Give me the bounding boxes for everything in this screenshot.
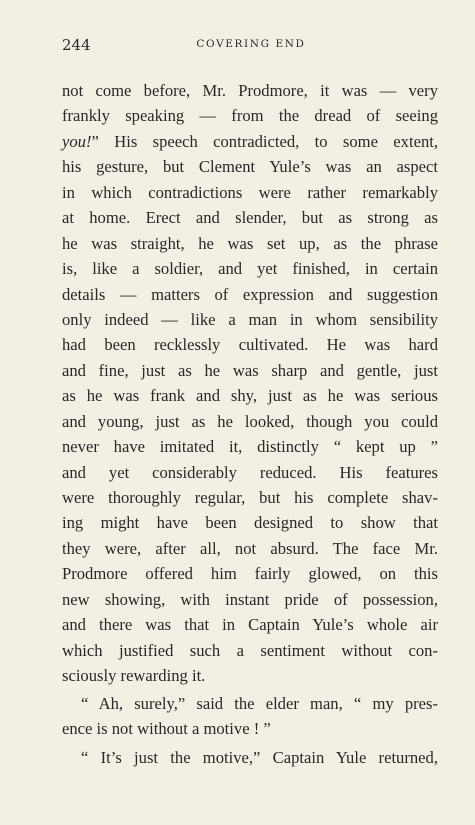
text-line: had been recklessly cultivated. He was hard [62,335,438,355]
text-line: ence is not without a motive ! ” [62,718,271,738]
text-line: as he was frank and shy, just as he was serious [62,386,438,406]
running-head [62,36,440,56]
text-line: and yet considerably reduced. His features [62,462,438,482]
text-line: at home. Erect and slender, but as strong as [62,208,438,228]
paragraph [62,691,438,742]
text-line: in which contradictions were rather remarkably [62,182,438,202]
text-line: and there was that in Captain Yule’s whole air [62,615,438,635]
text-line: details — matters of expression and suggestion [62,284,438,304]
body-text [62,78,438,771]
text-line: which justified such a sentiment without con- [62,640,438,660]
text-line: new showing, with instant pride of possession, [62,589,438,609]
page-number: 244 [62,36,91,54]
italic-word: you! [62,131,92,151]
text-line: is, like a soldier, and yet finished, in certain [62,259,438,279]
text-line: “ It’s just the motive,” Captain Yule returned, [81,748,438,768]
text-line: and young, just as he looked, though you could [62,411,438,431]
text-line: never have imitated it, distinctly “ kept up ” [62,437,438,457]
paragraph [62,745,438,770]
text-line: he was straight, he was set up, as the phrase [62,233,438,253]
paragraph [62,78,438,689]
text-line: “ Ah, surely,” said the elder man, “ my pres- [81,693,438,713]
text-line: not come before, Mr. Prodmore, it was — very [62,81,438,100]
text-line: sciously rewarding it. [62,666,206,686]
text-line: were thoroughly regular, but his complete shav- [62,488,438,507]
text-line: and fine, just as he was sharp and gentle, just [62,360,438,380]
text-line: his gesture, but Clement Yule’s was an aspect [62,157,438,177]
text-fragment: ” His speech contradicted, to some extent, [91,131,438,151]
text-line: they were, after all, not absurd. The face Mr. [62,538,438,558]
text-line: ing might have been designed to show that [62,513,438,533]
text-line: only indeed — like a man in whom sensibility [62,309,438,329]
running-title: COVERING END [196,38,306,50]
text-line: frankly speaking — from the dread of seeing [62,106,438,126]
text-line: Prodmore offered him fairly glowed, on this [62,564,438,584]
text-line [62,129,438,154]
